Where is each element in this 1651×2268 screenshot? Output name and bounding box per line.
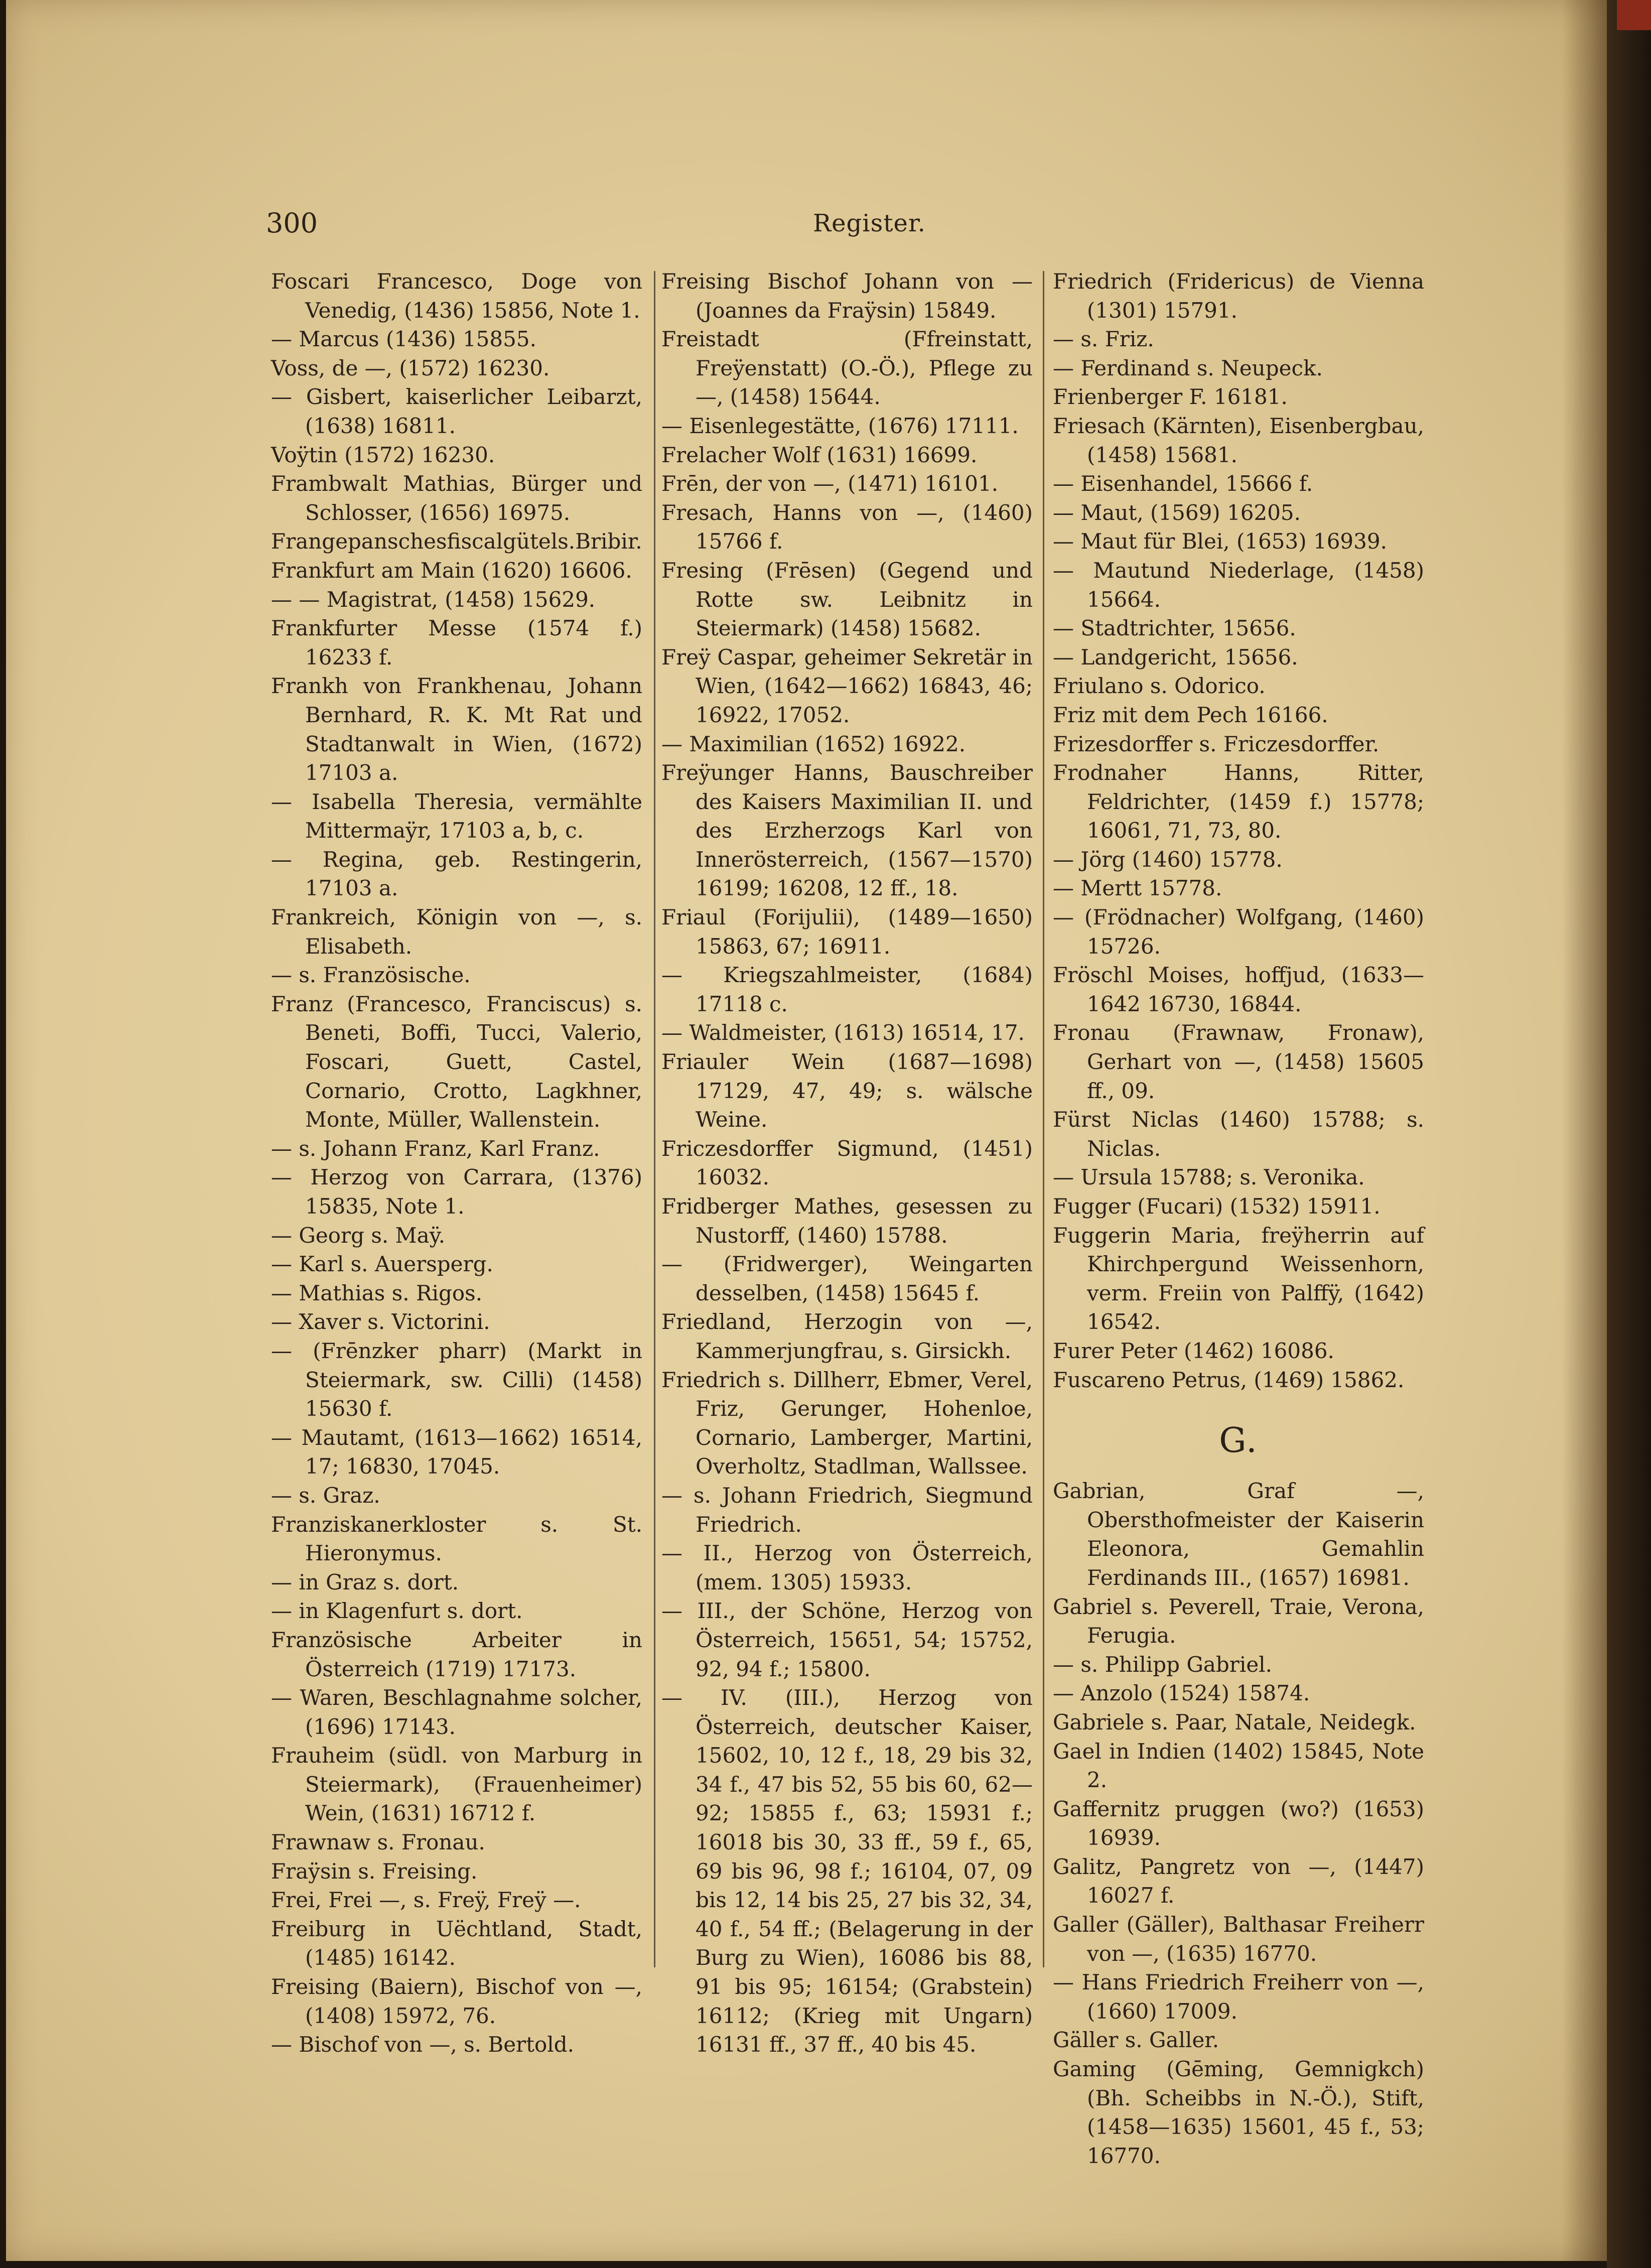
index-entry: — Herzog von Carrara, (1376) 15835, Note 1. <box>271 1165 642 1219</box>
index-entry: — Maximilian (1652) 16922. <box>661 731 966 756</box>
index-entry: Voss, de —, (1572) 16230. <box>271 355 550 380</box>
column-rule-left <box>654 271 655 1967</box>
index-entry: — s. Johann Friedrich, Siegmund Friedrich. <box>661 1483 1033 1537</box>
index-entry: Freiburg in Uëchtland, Stadt, (1485) 16142. <box>271 1916 642 1970</box>
index-entry: Franz (Francesco, Franciscus) s. Beneti, Boffi, Tucci, Valerio, Foscari, Guett, Castel, Cornario, Crotto, Lagkhner, Monte, Müller, Wallenstein. <box>271 991 642 1132</box>
index-entry: — — Magistrat, (1458) 15629. <box>271 587 596 612</box>
index-column-1 <box>271 267 642 2059</box>
index-entry: — s. Friz. <box>1053 327 1154 352</box>
index-entry: Frauheim (südl. von Marburg in Steiermark), (Frauenheimer) Wein, (1631) 16712 f. <box>271 1743 642 1826</box>
index-entry: Friaul (Forijulii), (1489—1650) 15863, 67; 16911. <box>661 905 1033 959</box>
index-entry: — III., der Schöne, Herzog von Österreich, 15651, 54; 15752, 92, 94 f.; 15800. <box>661 1598 1033 1681</box>
adjacent-page-edge <box>1607 0 1651 2268</box>
index-entry: — (Fridwerger), Weingarten desselben, (1458) 15645 f. <box>661 1252 1033 1305</box>
index-entry: Voÿtin (1572) 16230. <box>271 442 495 467</box>
index-entry: — Xaver s. Victorini. <box>271 1309 490 1335</box>
index-entry: — Landgericht, 15656. <box>1053 644 1298 670</box>
index-entry: Friz mit dem Pech 16166. <box>1053 702 1328 727</box>
index-entry: Fraÿsin s. Freising. <box>271 1858 478 1884</box>
index-entry: — in Klagenfurt s. dort. <box>271 1598 523 1624</box>
index-entry: — Mautamt, (1613—1662) 16514, 17; 16830, 17045. <box>271 1425 642 1479</box>
index-entry: — Waldmeister, (1613) 16514, 17. <box>661 1020 1025 1045</box>
index-entry: Fresach, Hanns von —, (1460) 15766 f. <box>661 500 1033 554</box>
index-column-3 <box>1053 267 1424 2170</box>
index-entry: Freising (Baiern), Bischof von —, (1408) 15972, 76. <box>271 1974 642 2028</box>
index-entry: Fresing (Frēsen) (Gegend und Rotte sw. Leibnitz in Steiermark) (1458) 15682. <box>661 558 1033 641</box>
index-entry: Galitz, Pangretz von —, (1447) 16027 f. <box>1053 1854 1424 1908</box>
index-entry: Frēn, der von —, (1471) 16101. <box>661 471 999 496</box>
index-entry: — Anzolo (1524) 15874. <box>1053 1681 1310 1706</box>
index-entry: — Mautund Niederlage, (1458) 15664. <box>1053 558 1424 612</box>
index-entry: — s. Philipp Gabriel. <box>1053 1652 1272 1677</box>
index-entry: Friulano s. Odorico. <box>1053 674 1266 699</box>
index-entry: — Waren, Beschlagnahme solcher, (1696) 17143. <box>271 1685 642 1739</box>
index-entry: — Maut für Blei, (1653) 16939. <box>1053 529 1387 554</box>
index-entry: Friczesdorffer Sigmund, (1451) 16032. <box>661 1136 1033 1190</box>
index-entry: Französische Arbeiter in Österreich (1719) 17173. <box>271 1627 642 1681</box>
index-entry: — s. Johann Franz, Karl Franz. <box>271 1136 600 1161</box>
binding-edge-mark <box>1617 0 1651 30</box>
index-entry: Friesach (Kärnten), Eisenbergbau, (1458) 15681. <box>1053 413 1424 467</box>
index-entry: — Regina, geb. Restingerin, 17103 a. <box>271 847 642 901</box>
index-entry: — s. Französische. <box>271 963 471 988</box>
index-entry: Freÿ Caspar, geheimer Sekretär in Wien, (1642—1662) 16843, 46; 16922, 17052. <box>661 644 1033 727</box>
index-entry: — Maut, (1569) 16205. <box>1053 500 1301 525</box>
index-entry: Frankfurt am Main (1620) 16606. <box>271 558 632 583</box>
index-entry: — Karl s. Auersperg. <box>271 1252 493 1277</box>
index-entry: Frienberger F. 16181. <box>1053 384 1288 410</box>
index-entry: — (Frēnzker pharr) (Markt in Steiermark, sw. Cilli) (1458) 15630 f. <box>271 1338 642 1421</box>
index-entry: Furer Peter (1462) 16086. <box>1053 1338 1334 1363</box>
index-entry: — in Graz s. dort. <box>271 1569 459 1594</box>
index-entry: — Isabella Theresia, vermählte Mittermaÿr, 17103 a, b, c. <box>271 789 642 843</box>
index-entry: Foscari Francesco, Doge von Venedig, (1436) 15856, Note 1. <box>271 269 642 323</box>
index-entry: Gael in Indien (1402) 15845, Note 2. <box>1053 1739 1424 1793</box>
index-entry: Friedrich s. Dillherr, Ebmer, Verel, Friz, Gerunger, Hohenloe, Cornario, Lamberger, Martini, Overholtz, Stadlman, Wallssee. <box>661 1367 1033 1479</box>
index-entry: Fuggerin Maria, freÿherrin auf Khirchpergund Weissenhorn, verm. Freiin von Palffÿ, (1642) 16542. <box>1053 1223 1424 1335</box>
index-entry: Friauler Wein (1687—1698) 17129, 47, 49; s. wälsche Weine. <box>661 1049 1033 1132</box>
index-entry: — (Frödnacher) Wolfgang, (1460) 15726. <box>1053 905 1424 959</box>
index-entry: Fronau (Frawnaw, Fronaw), Gerhart von —, (1458) 15605 ff., 09. <box>1053 1020 1424 1103</box>
index-entry: — Mertt 15778. <box>1053 876 1222 901</box>
index-entry: Franziskanerkloster s. St. Hieronymus. <box>271 1512 642 1566</box>
index-entry: Friedrich (Fridericus) de Vienna (1301) 15791. <box>1053 269 1424 323</box>
index-entry: Freistadt (Ffreinstatt, Freÿenstatt) (O.-Ö.), Pflege zu —, (1458) 15644. <box>661 327 1033 410</box>
index-entry: — IV. (III.), Herzog von Österreich, deutscher Kaiser, 15602, 10, 12 f., 18, 29 bis 32, 34 f., 47 bis 52, 55 bis 60, 62—92; 15855 f., 63; 15931 f.; 16018 bis 30, 33 ff., 59 f., 65, 69 bis 96, 98 f.; 16104, 07, 09 bis 12, 14 bis 25, 27 bis 32, 34, 40 f., 54 ff.; (Belagerung in der Burg zu Wien), 16086 bis 88, 91 bis 95; 16154; (Grabstein) 16112; (Krieg mit Ungarn) 16131 ff., 37 ff., 40 bis 45. <box>661 1685 1033 2057</box>
section-letter-g: G. <box>1219 1421 1258 1461</box>
index-column-3-f-entries <box>1053 267 1424 1394</box>
index-entry: — Kriegszahlmeister, (1684) 17118 c. <box>661 963 1033 1016</box>
index-entry: — Eisenhandel, 15666 f. <box>1053 471 1313 496</box>
index-entry: Frankreich, Königin von —, s. Elisabeth. <box>271 905 642 959</box>
running-head: Register. <box>813 209 926 237</box>
index-entry: Gaming (Gēming, Gemnigkch) (Bh. Scheibbs in N.-Ö.), Stift, (1458—1635) 15601, 45 f., 53; 16770. <box>1053 2057 1424 2168</box>
index-column-3-g-entries <box>1053 1477 1424 2170</box>
index-entry: — Jörg (1460) 15778. <box>1053 847 1283 872</box>
index-entry: Gabriele s. Paar, Natale, Neidegk. <box>1053 1709 1416 1735</box>
index-entry: — Stadtrichter, 15656. <box>1053 616 1296 641</box>
index-entry: Gaffernitz pruggen (wo?) (1653) 16939. <box>1053 1796 1424 1850</box>
index-entry: Frawnaw s. Fronau. <box>271 1830 485 1855</box>
index-entry: Freÿunger Hanns, Bauschreiber des Kaisers Maximilian II. und des Erzherzogs Karl von Innerösterreich, (1567—1570) 16199; 16208, 12 ff., 18. <box>661 760 1033 901</box>
index-entry: Fröschl Moises, hoffjud, (1633—1642 16730, 16844. <box>1053 963 1424 1016</box>
index-entry: — s. Graz. <box>271 1483 380 1508</box>
index-entry: — Hans Friedrich Freiherr von —, (1660) 17009. <box>1053 1970 1424 2024</box>
index-entry: — Marcus (1436) 15855. <box>271 327 536 352</box>
index-entry: Gäller s. Galler. <box>1053 2028 1219 2053</box>
index-entry: Galler (Gäller), Balthasar Freiherr von —, (1635) 16770. <box>1053 1912 1424 1966</box>
index-entry: Frankh von Frankhenau, Johann Bernhard, R. K. Mt Rat und Stadtanwalt in Wien, (1672) 17103 a. <box>271 674 642 785</box>
index-entry: — Georg s. Maÿ. <box>271 1223 446 1248</box>
index-entry: Fürst Niclas (1460) 15788; s. Niclas. <box>1053 1107 1424 1161</box>
index-entry: Fuscareno Petrus, (1469) 15862. <box>1053 1367 1405 1392</box>
index-entry: Fugger (Fucari) (1532) 15911. <box>1053 1194 1381 1219</box>
index-entry: — Bischof von —, s. Bertold. <box>271 2032 574 2057</box>
index-entry: Frankfurter Messe (1574 f.) 16233 f. <box>271 616 642 670</box>
index-entry: Frangepanschesfiscalgütels.Bribir. <box>271 529 642 554</box>
index-column-2 <box>661 267 1033 2059</box>
index-entry: Gabriel s. Peverell, Traie, Verona, Ferugia. <box>1053 1594 1424 1648</box>
page-number: 300 <box>266 207 318 239</box>
index-entry: Frizesdorffer s. Friczesdorffer. <box>1053 731 1380 756</box>
index-entry: — II., Herzog von Österreich, (mem. 1305) 15933. <box>661 1541 1033 1594</box>
index-entry: Freising Bischof Johann von — (Joannes da Fraÿsin) 15849. <box>661 269 1033 323</box>
index-entry: Gabrian, Graf —, Obersthofmeister der Kaiserin Eleonora, Gemahlin Ferdinands III., (1657) 16981. <box>1053 1479 1424 1590</box>
page-gutter-shadow <box>1562 0 1607 2261</box>
index-entry: — Ferdinand s. Neupeck. <box>1053 355 1323 380</box>
index-entry: — Ursula 15788; s. Veronika. <box>1053 1165 1365 1190</box>
column-rule-right <box>1043 271 1044 1967</box>
index-entry: Frambwalt Mathias, Bürger und Schlosser, (1656) 16975. <box>271 471 642 525</box>
index-entry: — Gisbert, kaiserlicher Leibarzt, (1638) 16811. <box>271 384 642 438</box>
index-entry: Frelacher Wolf (1631) 16699. <box>661 442 978 467</box>
index-entry: Frei, Frei —, s. Freÿ, Freÿ —. <box>271 1888 581 1913</box>
index-entry: — Mathias s. Rigos. <box>271 1280 483 1305</box>
index-entry: Frodnaher Hanns, Ritter, Feldrichter, (1459 f.) 15778; 16061, 71, 73, 80. <box>1053 760 1424 843</box>
index-entry: Friedland, Herzogin von —, Kammerjungfrau, s. Girsickh. <box>661 1309 1033 1363</box>
index-entry: — Eisenlegestätte, (1676) 17111. <box>661 413 1019 438</box>
index-entry: Fridberger Mathes, gesessen zu Nustorff, (1460) 15788. <box>661 1194 1033 1248</box>
